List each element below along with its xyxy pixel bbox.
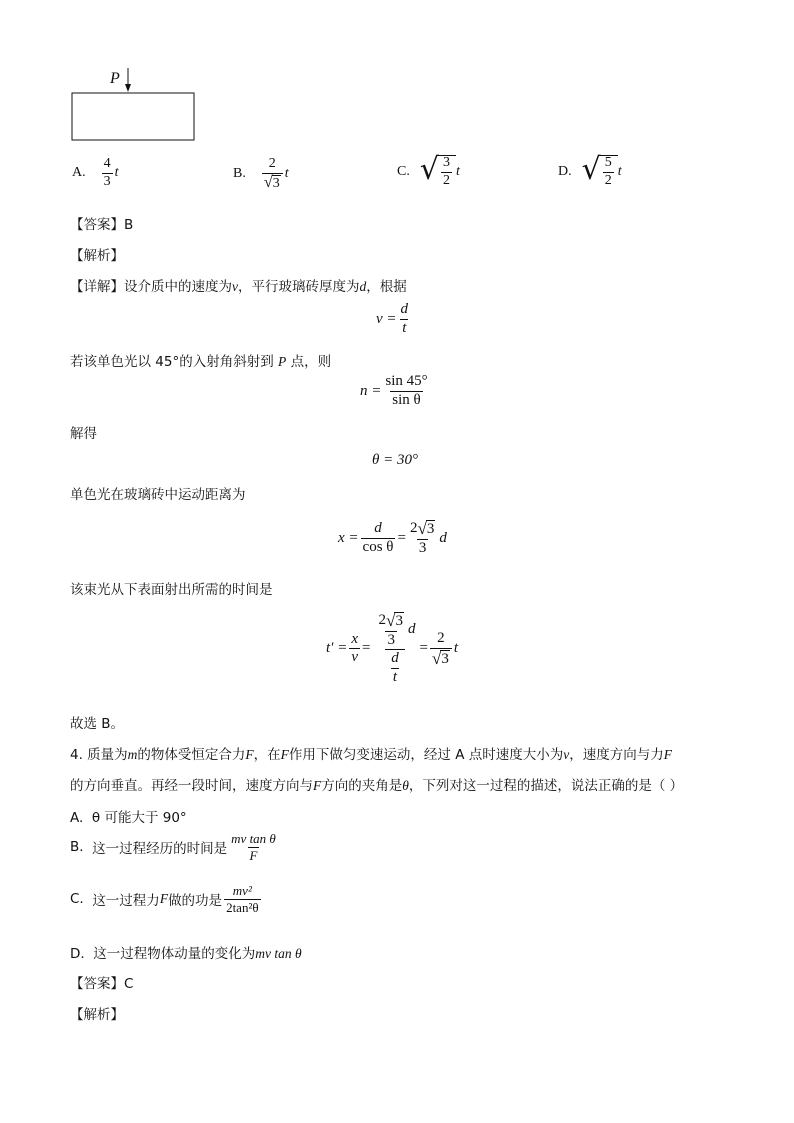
answer-q4: 【答案】C (70, 976, 134, 992)
option-a-var: t (114, 165, 119, 181)
figure (70, 66, 198, 142)
q4-option-d: D. 这一过程物体动量的变化为mv tan θ (70, 946, 302, 962)
equation-distance: x = $\frac{d}{\text{cos θ}}$ = 2 √ 3 3 d (338, 519, 447, 556)
option-d-var: t (617, 163, 622, 179)
question-4-line2: 的方向垂直。再经一段时间，速度方向与F方向的夹角是θ，下列对这一过程的描述，说法正确的是（ ） (70, 778, 684, 794)
option-c-sqrt: √ $\frac{3}{2}$ (420, 155, 456, 188)
line-incidence: 若该单色光以 45°的入射角斜射到 P 点，则 (70, 354, 332, 370)
option-b-var: t (284, 166, 289, 182)
option-a-label: A. (72, 165, 86, 181)
answer-q3: 【答案】B (70, 217, 134, 233)
equation-time: t′ = $\frac{x}{v}$ = 2 √ 3 3 d $\frac{d}{t}$ = 2 √ 3 t (326, 611, 459, 685)
line-solve: 解得 (70, 426, 97, 442)
q4-option-a: A. θ 可能大于 90° (70, 810, 187, 826)
option-b-label: B. (233, 166, 246, 182)
option-c (397, 152, 460, 188)
glass-block (72, 93, 194, 140)
detail-q3-line: 【详解】设介质中的速度为v，平行玻璃砖厚度为d，根据 (70, 279, 407, 295)
equation-refraction: n = $\frac{\sin 45^\circ}{\text{sin θ}}$ (360, 373, 428, 408)
analysis-q4-heading: 【解析】 (70, 1007, 124, 1023)
q4-option-c: C. 这一过程力 F 做的功是 $\frac{\text{mv²}}{\text{2tan²θ}}$ (70, 883, 259, 915)
equation-velocity: v = $\frac{d}{t}$ (376, 301, 409, 336)
option-a-fraction: $\frac{4}{3}$ (103, 156, 111, 189)
q4-option-b: B. 这一过程经历的时间是 $\frac{\text{mv tan θ}}{F}$ (70, 831, 276, 863)
option-b (233, 157, 289, 191)
glass-block-diagram (70, 66, 198, 142)
arrow-head (125, 84, 131, 92)
option-b-fraction: 2 √ 3 (262, 157, 283, 191)
option-d-sqrt: √ $\frac{5}{2}$ (582, 155, 618, 188)
option-c-var: t (455, 163, 460, 179)
line-time: 该束光从下表面射出所需的时间是 (70, 582, 273, 598)
equation-theta: θ = 30° (372, 452, 418, 468)
analysis-q3-heading: 【解析】 (70, 248, 124, 264)
line-distance: 单色光在玻璃砖中运动距离为 (70, 487, 246, 503)
option-c-label: C. (397, 163, 410, 179)
option-d (558, 152, 622, 188)
option-d-label: D. (558, 163, 572, 179)
option-a (72, 157, 119, 189)
question-4-line1: 4. 质量为m的物体受恒定合力F，在F作用下做匀变速运动，经过 A 点时速度大小为v，速度方向与力F (70, 747, 672, 763)
point-p-label: P (110, 70, 120, 87)
line-choose: 故选 B。 (70, 716, 125, 732)
